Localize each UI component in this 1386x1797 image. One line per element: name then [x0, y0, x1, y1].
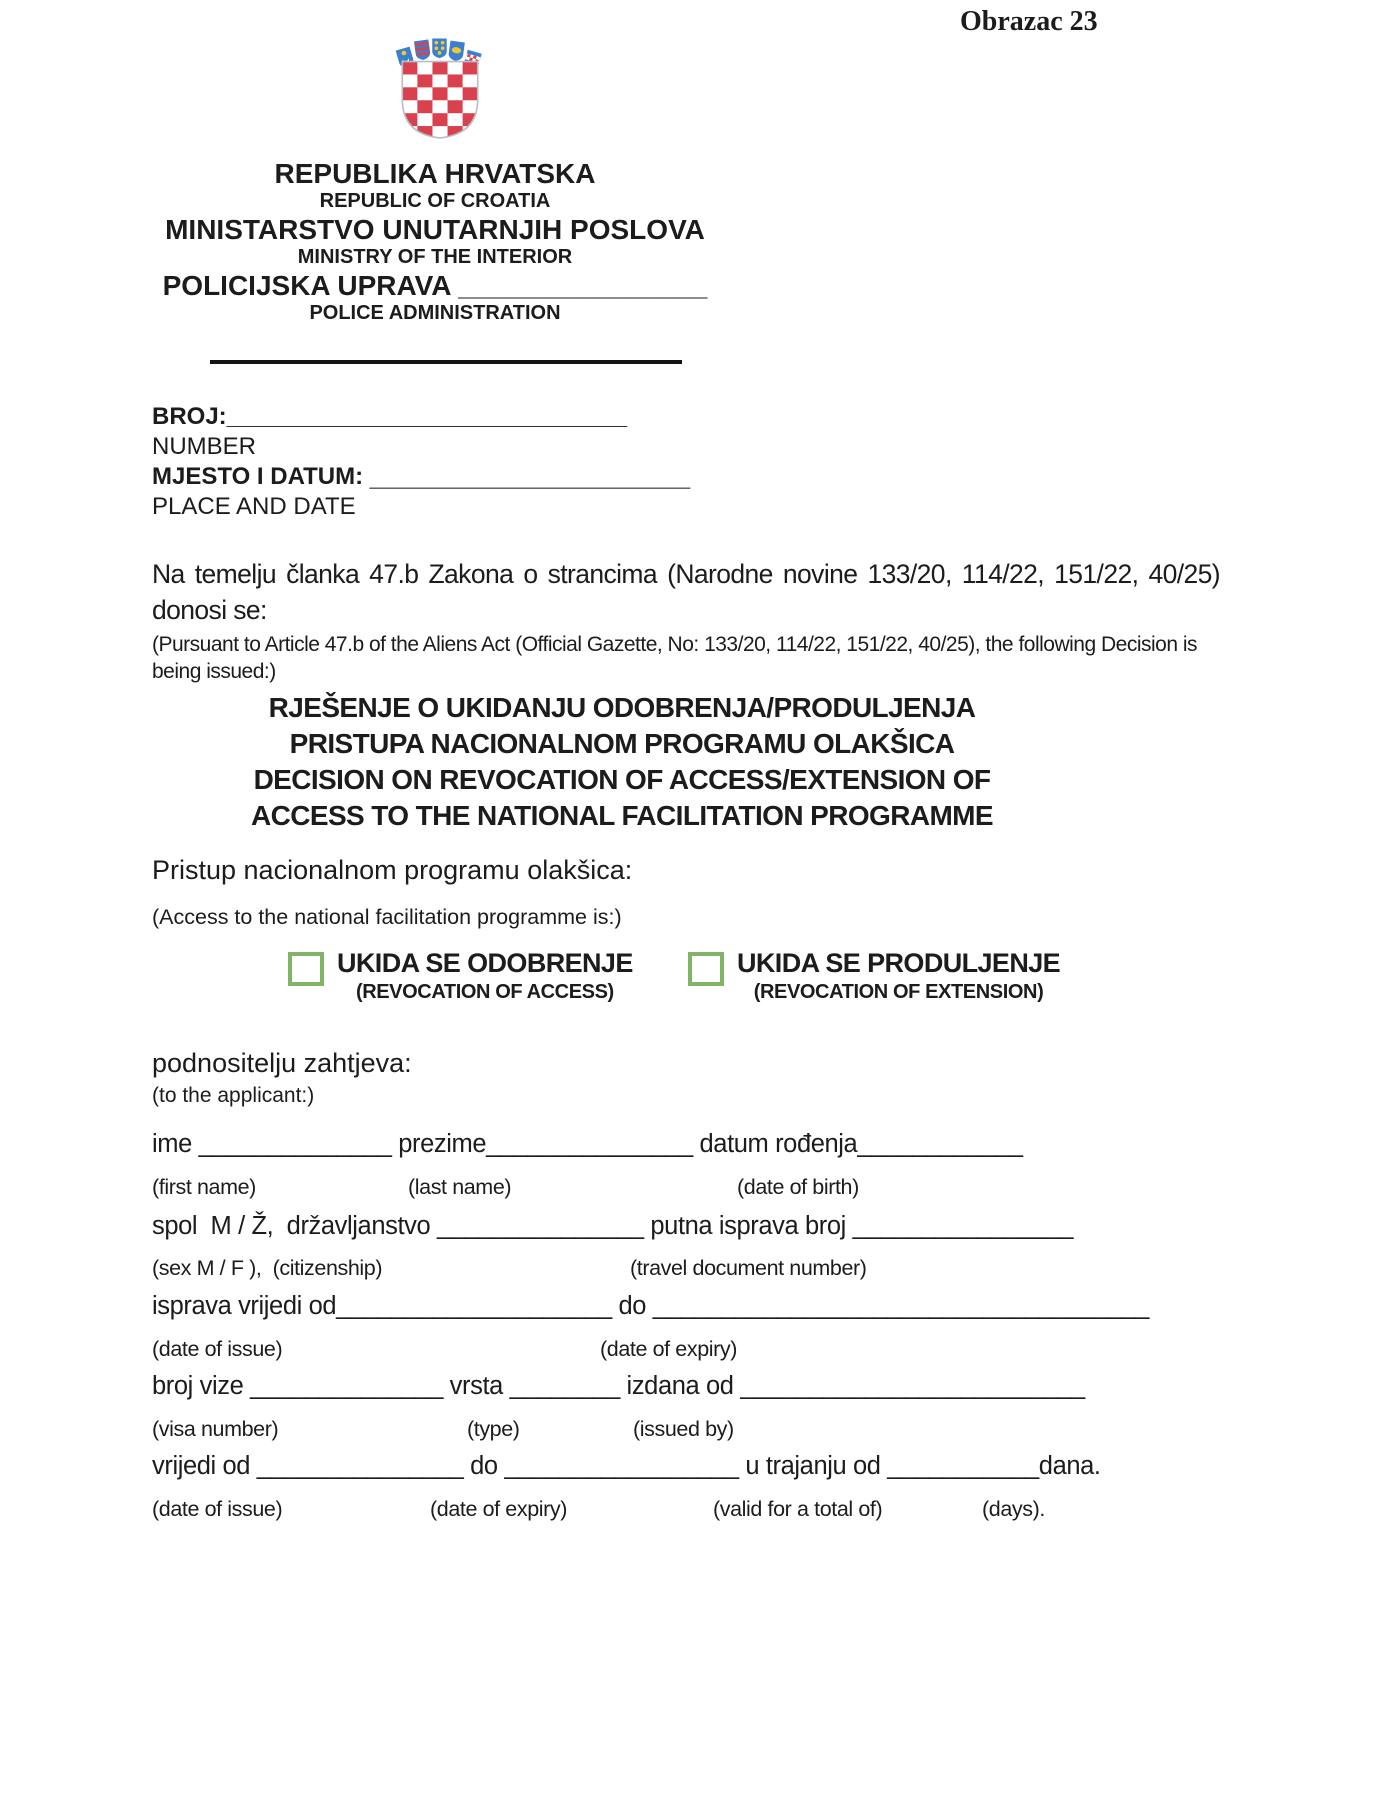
place-date-label-en: PLACE AND DATE: [152, 493, 356, 520]
header-ministarstvo-en: MINISTRY OF THE INTERIOR: [297, 246, 573, 268]
access-statement-hr: Pristup nacionalnom programu olakšica:: [152, 855, 633, 885]
institution-header: [110, 158, 760, 326]
option1-label-hr: UKIDA SE ODOBRENJE: [337, 948, 633, 978]
applicant-statement-hr: podnositelju zahtjeva:: [152, 1048, 412, 1078]
access-statement-en: (Access to the national facilitation programme is:): [152, 905, 622, 929]
number-block: [152, 402, 690, 522]
field-sublabels-name-surname-birth: [152, 1175, 1272, 1203]
mjesto-datum-blank-line: ________________________: [369, 463, 691, 490]
sublabel-date-of-birth: (date of birth): [737, 1175, 859, 1199]
divider-line: [210, 360, 682, 364]
sublabel-date-of-issue: (date of issue): [152, 1337, 283, 1361]
header-republika-en: REPUBLIC OF CROATIA: [319, 190, 551, 212]
field-row-document-validity: isprava vrijedi od____________________ do ____________________________________: [152, 1292, 1149, 1320]
broj-label: BROJ:: [152, 403, 227, 430]
broj-blank-line: ______________________________: [226, 403, 628, 430]
legal-basis-hr: Na temelju članka 47.b Zakona o strancima (Narodne novine 133/20, 114/22, 151/22, 40/25) donosi se:: [152, 559, 1220, 625]
croatia-coat-of-arms-svg: [394, 34, 486, 140]
mjesto-datum-row: [152, 462, 690, 492]
sublabel-travel-document-number: (travel document number): [630, 1256, 867, 1280]
checkbox-revocation-of-extension[interactable]: [688, 952, 724, 986]
croatia-coat-of-arms-icon: [394, 34, 486, 145]
sublabel-last-name: (last name): [408, 1175, 512, 1199]
field-row-sex-citizenship-document: spol M / Ž, državljanstvo _______________ putna isprava broj ________________: [152, 1212, 1074, 1240]
option-revocation-of-extension: [688, 948, 1060, 1006]
decision-title-line3: DECISION ON REVOCATION OF ACCESS/EXTENSION OF: [253, 764, 991, 795]
option1-labels: [337, 948, 633, 1006]
sublabel-date-of-expiry: (date of expiry): [600, 1337, 737, 1361]
broj-row: [152, 402, 690, 432]
field-sublabels-visa-validity-duration: [152, 1497, 1272, 1525]
sublabel-first-name: (first name): [152, 1175, 256, 1199]
header-policijska-uprava-en: POLICE ADMINISTRATION: [309, 302, 561, 324]
option-revocation-of-access: [288, 948, 633, 1006]
header-ministarstvo-hr: MINISTARSTVO UNUTARNJIH POSLOVA: [165, 214, 705, 245]
field-sublabels-document-validity: [152, 1337, 1272, 1365]
decision-title: [152, 690, 1092, 834]
form-code: Obrazac 23: [960, 6, 1098, 37]
sublabel-type: (type): [467, 1417, 520, 1441]
decision-title-line2: PRISTUPA NACIONALNOM PROGRAMU OLAKŠICA: [289, 728, 955, 759]
option2-labels: [737, 948, 1060, 1006]
applicant-statement-en: (to the applicant:): [152, 1084, 315, 1107]
sublabel-sex-citizenship: (sex M / F ), (citizenship): [152, 1256, 383, 1280]
field-row-name-surname-birth: ime ______________ prezime_______________ datum rođenja____________: [152, 1130, 1023, 1158]
sublabel-days: (days).: [982, 1497, 1045, 1521]
field-row-visa-validity-duration: vrijedi od _______________ do _________________ u trajanju od ___________dana.: [152, 1452, 1101, 1480]
sublabel-visa-date-of-expiry: (date of expiry): [430, 1497, 567, 1521]
field-sublabels-visa-number-type-issuer: [152, 1417, 1272, 1445]
option2-label-en: (REVOCATION OF EXTENSION): [753, 981, 1044, 1003]
decision-title-line4: ACCESS TO THE NATIONAL FACILITATION PROGRAMME: [251, 800, 993, 831]
sublabel-issued-by: (issued by): [633, 1417, 734, 1441]
header-policijska-uprava-hr: POLICIJSKA UPRAVA ________________: [162, 270, 708, 301]
sublabel-visa-number: (visa number): [152, 1417, 279, 1441]
header-republika-hr: REPUBLIKA HRVATSKA: [274, 158, 596, 189]
sublabel-valid-for-total: (valid for a total of): [713, 1497, 883, 1521]
mjesto-datum-label: MJESTO I DATUM:: [152, 463, 370, 490]
decision-title-line1: RJEŠENJE O UKIDANJU ODOBRENJA/PRODULJENJA: [268, 692, 976, 723]
legal-basis-en: (Pursuant to Article 47.b of the Aliens Act (Official Gazette, No: 133/20, 114/22, 151/22, 40/25), the following Decision is being issued:): [152, 633, 1198, 683]
field-row-visa-number-type-issuer: broj vize ______________ vrsta ________ izdana od _________________________: [152, 1372, 1085, 1400]
sublabel-visa-date-of-issue: (date of issue): [152, 1497, 283, 1521]
field-sublabels-sex-citizenship-document: [152, 1256, 1272, 1284]
legal-basis: [152, 556, 1220, 685]
checkbox-revocation-of-access[interactable]: [288, 952, 324, 986]
option2-label-hr: UKIDA SE PRODULJENJE: [737, 948, 1061, 978]
number-label-en: NUMBER: [152, 433, 257, 460]
option1-label-en: (REVOCATION OF ACCESS): [355, 981, 614, 1003]
